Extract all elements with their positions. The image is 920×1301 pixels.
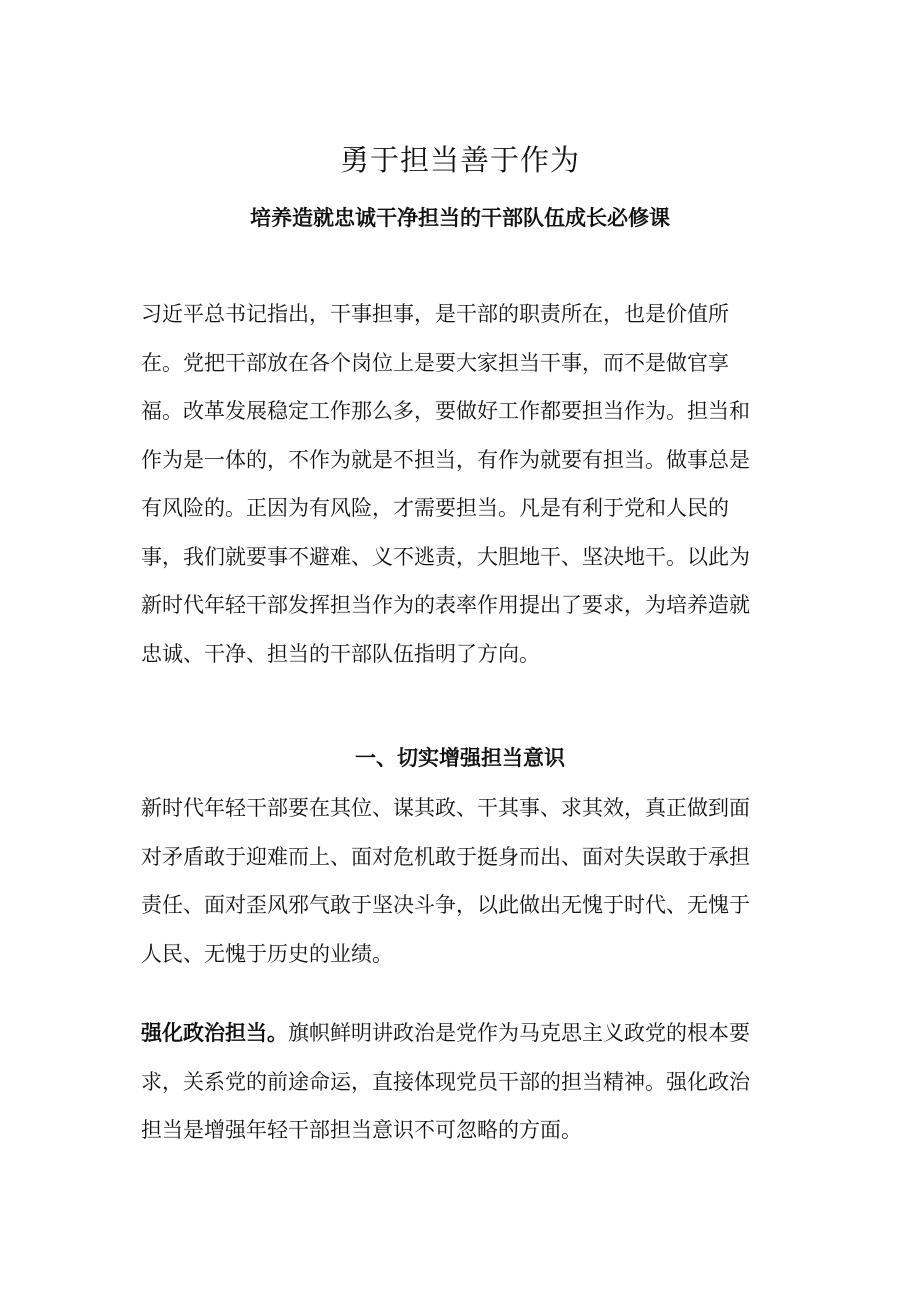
paragraph-line: 求，关系党的前途命运，直接体现党员干部的担当精神。强化政治: [141, 1069, 750, 1094]
section1-paragraph: [141, 784, 781, 978]
section-heading: 一、切实增强担当意识: [355, 746, 565, 770]
political-paragraph: [141, 1009, 781, 1155]
paragraph-line: 福。改革发展稳定工作那么多，要做好工作都要担当作为。担当和: [141, 399, 750, 423]
paragraph-line: [141, 1009, 781, 1058]
paragraph-line: 责任、面对歪风邪气敢于坚决斗争，以此做出无愧于时代、无愧于: [141, 893, 750, 917]
paragraph-line: 新时代年轻干部要在其位、谋其政、干其事、求其效，真正做到面: [141, 796, 750, 820]
paragraph-line: 有风险的。正因为有风险，才需要担当。凡是有利于党和人民的: [141, 496, 729, 520]
paragraph-line-rest: 旗帜鲜明讲政治是党作为马克思主义政党的根本要: [288, 1021, 750, 1045]
document-subtitle: 培养造就忠诚干净担当的干部队伍成长必修课: [250, 206, 670, 230]
document-title: 勇于担当善于作为: [339, 143, 580, 177]
paragraph-line: 忠诚、干净、担当的干部队伍指明了方向。: [141, 641, 540, 666]
paragraph-line: 对矛盾敢于迎难而上、面对危机敢于挺身而出、面对失误敢于承担: [141, 844, 750, 869]
paragraph-line: 作为是一体的，不作为就是不担当，有作为就要有担当。做事总是: [141, 447, 750, 472]
paragraph-line: 担当是增强年轻干部担当意识不可忽略的方面。: [141, 1118, 582, 1142]
paragraph-line: 事，我们就要事不避难、义不逃责，大胆地干、坚决地干。以此为: [141, 544, 750, 569]
paragraph-lead: 强化政治担当。: [141, 1021, 288, 1045]
paragraph-line: 人民、无愧于历史的业绩。: [141, 941, 393, 966]
intro-paragraph: [141, 290, 781, 678]
paragraph-line: 在。党把干部放在各个岗位上是要大家担当干事，而不是做官享: [141, 350, 729, 375]
paragraph-line: 习近平总书记指出，干事担事，是干部的职责所在，也是价值所: [141, 302, 729, 326]
paragraph-line: 新时代年轻干部发挥担当作为的表率作用提出了要求，为培养造就: [141, 593, 750, 617]
